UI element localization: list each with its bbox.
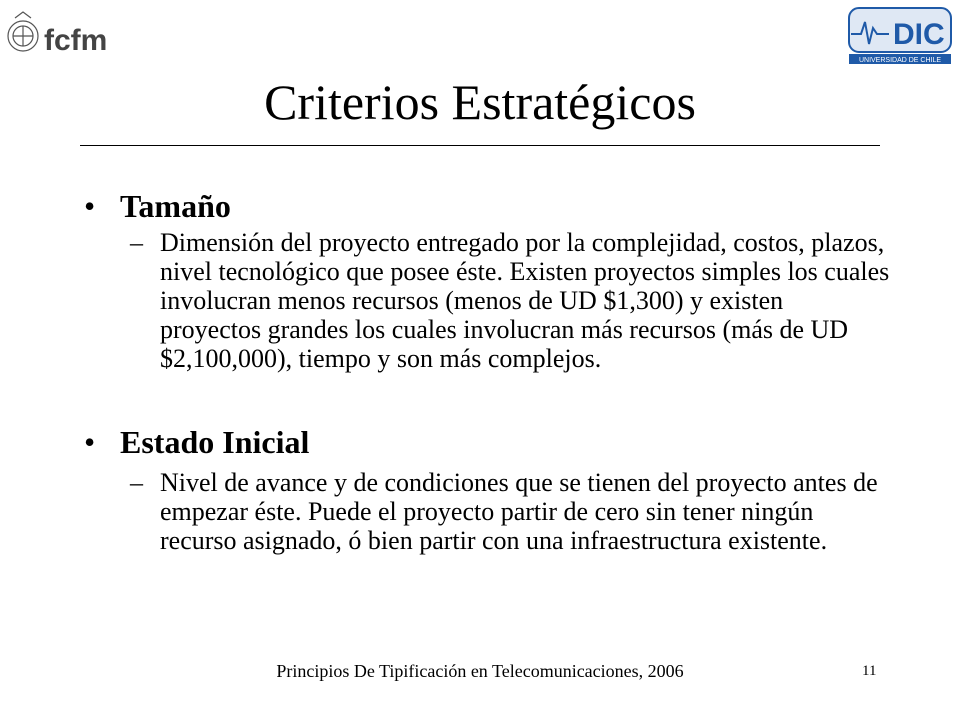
fcfm-logo: [6, 6, 116, 64]
dic-logo: [845, 4, 955, 68]
dash-icon: –: [130, 468, 143, 497]
sub-bullet-estado-inicial: [130, 468, 890, 555]
dash-icon: –: [130, 228, 143, 257]
university-seal-icon: [6, 6, 116, 64]
slide-footer: Principios De Tipificación en Telecomunicaciones, 2006: [276, 661, 684, 681]
bullet-heading: Tamaño: [120, 188, 231, 224]
bullet-tamano: [84, 188, 231, 224]
bullet-estado-inicial: [84, 424, 309, 460]
slide-title: Criterios Estratégicos: [264, 74, 696, 130]
dic-wordmark: DIC: [893, 18, 945, 51]
fcfm-wordmark: fcfm: [44, 24, 108, 57]
title-divider: [80, 145, 880, 146]
sub-bullet-text: Dimensión del proyecto entregado por la complejidad, costos, plazos, nivel tecnológico que posee éste. Existen proyectos simples los cuales involucran menos recursos (menos de UD $1,300) y existen proyectos grandes los cuales involucran más recursos (más de UD $2,100,000), tiempo y son más complejos.: [160, 228, 890, 373]
page-number: 11: [862, 663, 877, 679]
bullet-dot-icon: •: [84, 188, 96, 224]
sub-bullet-text: Nivel de avance y de condiciones que se tienen del proyecto antes de empezar éste. Puede el proyecto partir de cero sin tener ningún recurso asignado, ó bien partir con una infraestructura existente.: [160, 468, 878, 555]
bullet-heading: Estado Inicial: [120, 424, 310, 460]
sub-bullet-tamano: [130, 228, 890, 373]
bullet-dot-icon: •: [84, 424, 96, 460]
dic-subtext: UNIVERSIDAD DE CHILE: [858, 57, 942, 64]
